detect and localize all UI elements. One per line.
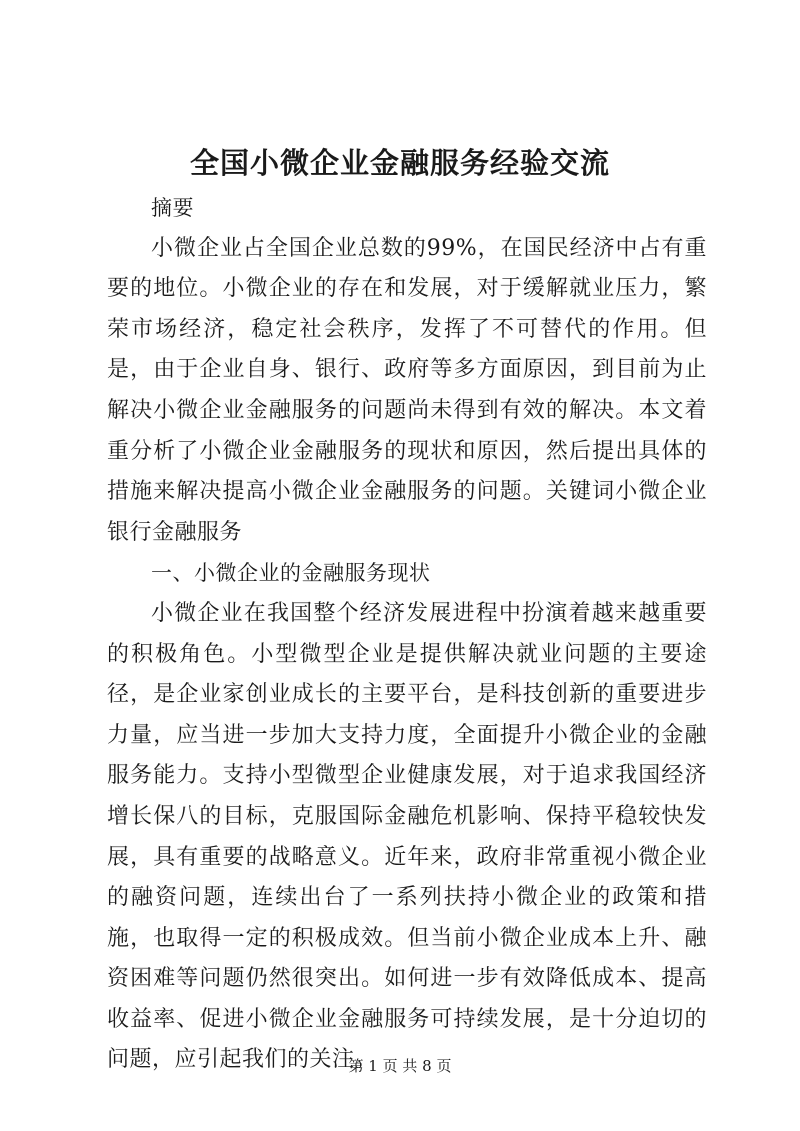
body-paragraph: 小微企业在我国整个经济发展进程中扮演着越来越重要的积极角色。小型微型企业是提供解决就业问题的主要途径，是企业家创业成长的主要平台，是科技创新的重要进步力量，应当进一步加大支持力度，全面提升小微企业的金融服务能力。支持小型微型企业健康发展，对于追求我国经济增长保八的目标，克服国际金融危机影响、保持平稳较快发展，具有重要的战略意义。近年来，政府非常重视小微企业的融资问题，连续出台了一系列扶持小微企业的政策和措施，也取得一定的积极成效。但当前小微企业成本上升、融资困难等问题仍然很突出。如何进一步有效降低成本、提高收益率、促进小微企业金融服务可持续发展，是十分迫切的问题，应引起我们的关注。	[107, 600, 707, 1073]
abstract-paragraph: 小微企业占全国企业总数的99%，在国民经济中占有重要的地位。小微企业的存在和发展，对于缓解就业压力，繁荣市场经济，稳定社会秩序，发挥了不可替代的作用。但是，由于企业自身、银行、政府等多方面原因，到目前为止解决小微企业金融服务的问题尚未得到有效的解决。本文着重分析了小微企业金融服务的现状和原因，然后提出具体的措施来解决提高小微企业金融服务的问题。关键词小微企业银行金融服务	[107, 235, 707, 545]
document-body	[107, 188, 707, 1081]
abstract-heading: 摘要	[151, 196, 194, 220]
section-heading: 一、小微企业的金融服务现状	[151, 561, 431, 586]
page-footer: 第 1 页 共 8 页	[348, 1057, 452, 1075]
document-title: 全国小微企业金融服务经验交流	[189, 146, 610, 180]
